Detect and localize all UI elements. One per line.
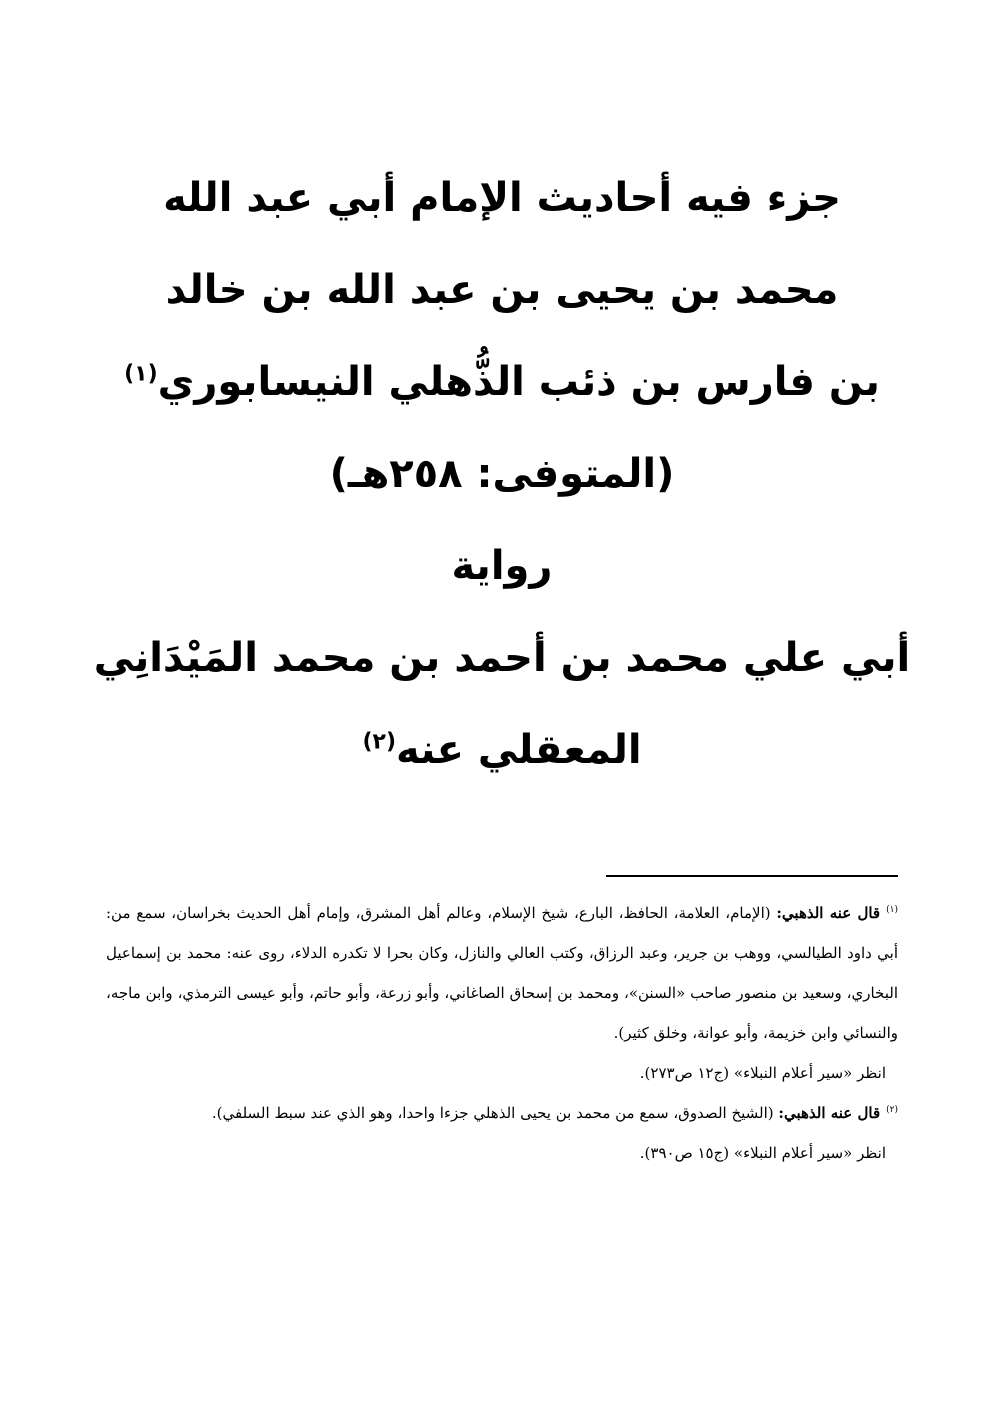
footnote-marker-1[interactable]: (١) — [124, 361, 158, 387]
footnote-1-lead: قال عنه الذهبي: — [776, 904, 881, 922]
title-line-1: جزء فيه أحاديث الإمام أبي عبد الله — [163, 175, 841, 221]
footnote-2 — [106, 1093, 898, 1133]
title-line-2: محمد بن يحيى بن عبد الله بن خالد — [165, 267, 839, 313]
title-line-3 — [90, 359, 914, 454]
title-line-7-text: المعقلي عنه — [396, 727, 642, 773]
footnote-2-reference: انظر «سير أعلام النبلاء» (ج١٥ ص٣٩٠). — [639, 1144, 886, 1162]
footnote-separator — [606, 875, 898, 877]
title-line-7 — [90, 727, 914, 822]
footnote-2-lead: قال عنه الذهبي: — [778, 1104, 881, 1122]
footnotes — [106, 893, 898, 1173]
title-line-3-text: بن فارس بن ذئب الذُّهلي النيسابوري — [157, 359, 880, 405]
footnote-2-number: (٢) — [886, 1105, 898, 1115]
title-block — [90, 175, 914, 822]
footnote-1 — [106, 893, 898, 1053]
riwaya-line: رواية — [451, 543, 553, 589]
footnote-1-number: (١) — [886, 905, 898, 915]
footnote-1-reference: انظر «سير أعلام النبلاء» (ج١٢ ص٢٧٣). — [639, 1064, 886, 1082]
footnote-2-text: (الشيخ الصدوق، سمع من محمد بن يحيى الذهلي جزءا واحدا، وهو الذي عند سبط السلفي). — [211, 1104, 774, 1122]
death-date-line: (المتوفى: ٢٥٨هـ) — [329, 451, 675, 497]
title-line-6: أبي علي محمد بن أحمد بن محمد المَيْدَانِي — [93, 635, 911, 681]
footnote-1-text: (الإمام، العلامة، الحافظ، البارع، شيخ الإسلام، وعالم أهل المشرق، وإمام أهل الحديث بخراسان، سمع من: أبي داود الطيالسي، ووهب بن جرير، وعبد الرزاق، وكتب العالي والنازل، وكان بحرا لا تكدره الدلاء، روى عنه: محمد بن إسماعيل البخاري، وسعيد بن منصور صاحب «السنن»، ومحمد بن إسحاق الصاغاني، وأبو زرعة، وأبو حاتم، وأبو عيسى الترمذي، وابن ماجه، والنسائي وابن خزيمة، وأبو عوانة، وخلق كثير). — [106, 904, 898, 1042]
footnote-marker-2[interactable]: (٢) — [362, 729, 396, 755]
